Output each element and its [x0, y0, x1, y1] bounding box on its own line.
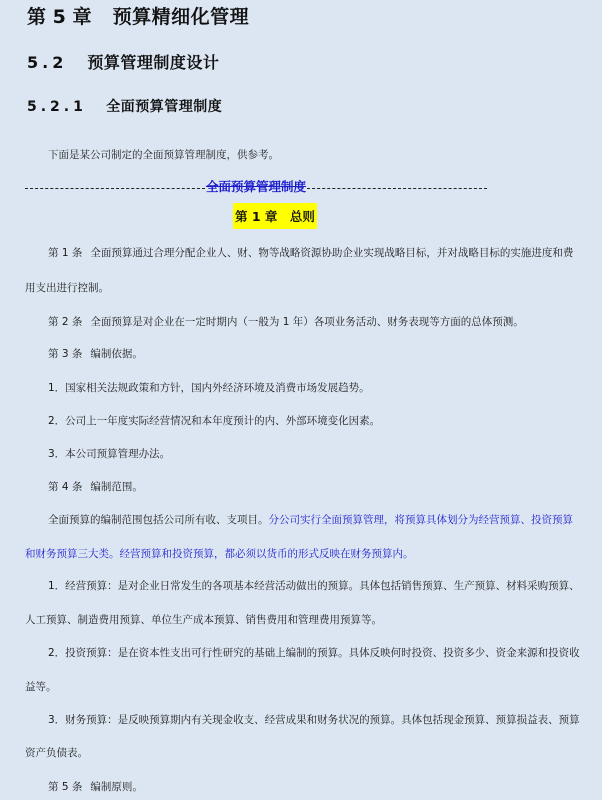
scope-text: 全面预算的编制范围包括公司所有收、支项目。: [48, 514, 269, 526]
document-separator: [25, 178, 487, 194]
article-4-para-line1: [48, 513, 573, 527]
section-title: 预算管理制度设计: [87, 53, 220, 72]
article-3-label: 第 3 条: [48, 348, 83, 360]
article-3-text: 编制依据。: [90, 348, 143, 360]
subsection-number: 5.2.1: [27, 99, 87, 115]
article-1-line2: 用支出进行控制。: [25, 282, 109, 294]
article-3: [48, 347, 143, 361]
section-heading: [27, 50, 219, 73]
dash-left: [25, 188, 205, 189]
budget-type-3-line2: 资产负债表。: [25, 747, 88, 759]
chapter-heading: [27, 2, 249, 29]
article-4-text: 编制范围。: [90, 481, 143, 493]
article-2-label: 第 2 条: [48, 316, 83, 328]
section-number: 5.2: [27, 53, 68, 72]
article-5: [48, 780, 143, 794]
chapter-1-title: 第 1 章 总则: [233, 203, 317, 229]
budget-type-1-line2: 人工预算、制造费用预算、单位生产成本预算、销售费用和管理费用预算等。: [25, 614, 382, 626]
budget-type-2-line2: 益等。: [25, 681, 57, 693]
budget-type-3-line1: 3．财务预算：是反映预算期内有关现金收支、经营成果和财务状况的预算。具体包括现金预算、预算损益表、预算: [48, 714, 580, 726]
budget-type-1-line1: 1．经营预算：是对企业日常发生的各项基本经营活动做出的预算。具体包括销售预算、生产预算、材料采购预算、: [48, 580, 580, 592]
article-1-label: 第 1 条: [48, 247, 83, 259]
article-1-text: 全面预算通过合理分配企业人、财、物等战略资源协助企业实现战略目标，并对战略目标的实施进度和费: [90, 247, 574, 259]
article-5-text: 编制原则。: [90, 781, 143, 793]
article-2-text: 全面预算是对企业在一定时期内（一般为 1 年）各项业务活动、财务表现等方面的总体预测。: [90, 316, 524, 328]
chapter-number: 第 5 章: [27, 6, 92, 28]
budget-type-2-line1: 2．投资预算：是在资本性支出可行性研究的基础上编制的预算。具体反映何时投资、投资多少、资金来源和投资收: [48, 647, 580, 659]
intro-text: 下面是某公司制定的全面预算管理制度，供参考。: [48, 149, 279, 161]
article-2: [48, 315, 524, 329]
article-4: [48, 480, 143, 494]
subsection-heading: [27, 96, 222, 116]
separator-title[interactable]: 全面预算管理制度: [206, 179, 307, 194]
article-3-item-2: 2．公司上一年度实际经营情况和本年度预计的内、外部环境变化因素。: [48, 415, 381, 427]
article-5-label: 第 5 条: [48, 781, 83, 793]
article-1-line1: [48, 246, 573, 260]
article-3-item-3: 3．本公司预算管理办法。: [48, 448, 171, 460]
chapter-title: 预算精细化管理: [112, 6, 250, 28]
scope-highlight-text[interactable]: 分公司实行全面预算管理，将预算具体划分为经营预算、投资预算: [268, 514, 573, 526]
article-4-para-line2[interactable]: 和财务预算三大类。经营预算和投资预算，都必须以货币的形式反映在财务预算内。: [25, 548, 414, 560]
article-4-label: 第 4 条: [48, 481, 83, 493]
dash-right: [307, 188, 487, 189]
article-3-item-1: 1．国家相关法规政策和方针，国内外经济环境及消费市场发展趋势。: [48, 382, 370, 394]
subsection-title: 全面预算管理制度: [106, 99, 223, 115]
